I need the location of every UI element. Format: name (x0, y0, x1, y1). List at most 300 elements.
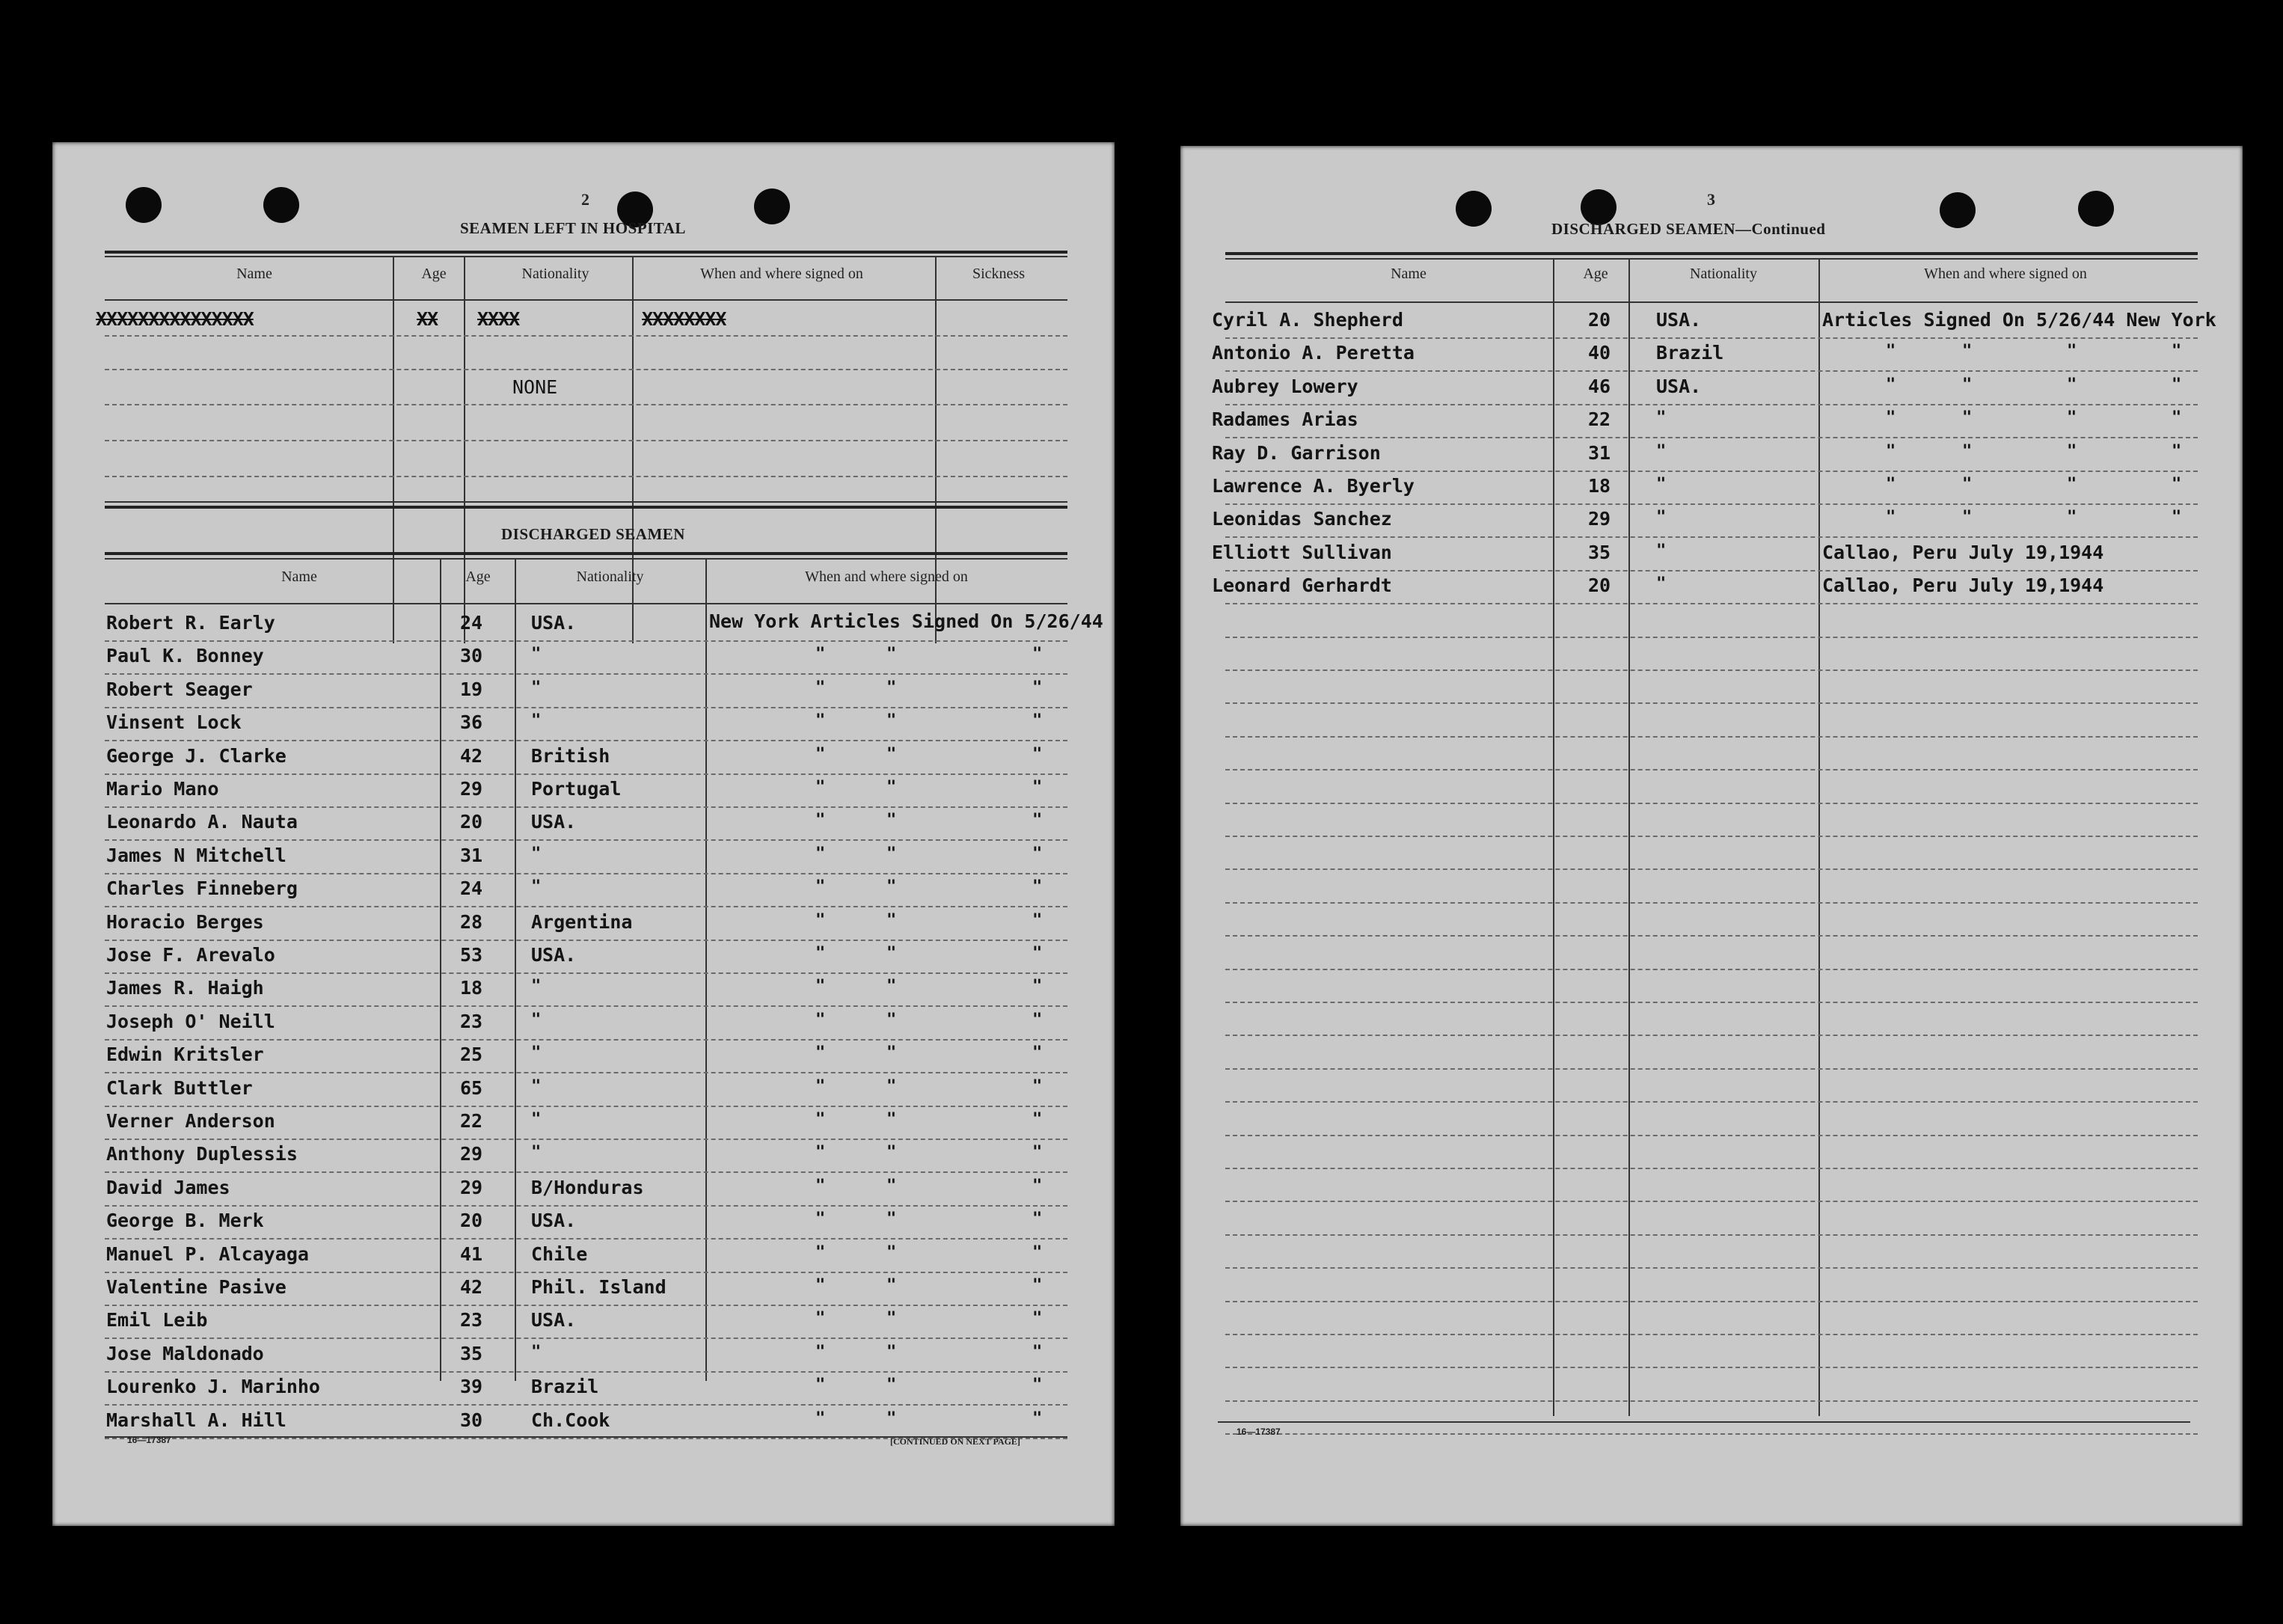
seaman-nationality: USA. (531, 944, 577, 966)
seaman-name: Edwin Kritsler (106, 1044, 264, 1066)
ditto-mark: " (2067, 375, 2077, 394)
ditto-mark: " (815, 1309, 826, 1329)
ditto-mark: " (1032, 1409, 1043, 1428)
ditto-mark: " (1032, 1276, 1043, 1295)
ditto-mark: " (2067, 408, 2077, 428)
ditto-mark: " (815, 1342, 826, 1361)
row-line (1225, 603, 2198, 604)
row-line (1225, 1168, 2198, 1169)
seaman-nationality: Ch.Cook (531, 1409, 610, 1431)
ditto-mark: " (886, 910, 897, 930)
redacted-name: XXXXXXXXXXXXXXX (96, 308, 254, 330)
seaman-age: 35 (1588, 541, 1611, 563)
row-line (105, 873, 1067, 874)
row-line (105, 440, 1067, 441)
seaman-name: George J. Clarke (106, 744, 286, 767)
ditto-mark: " (2172, 508, 2182, 527)
ditto-mark: " (2067, 508, 2077, 527)
ditto-mark: " (1032, 744, 1043, 764)
seaman-age: 23 (460, 1309, 483, 1332)
seaman-nationality: " (531, 1143, 542, 1162)
seaman-nationality: B/Honduras (531, 1176, 644, 1198)
section-title: DISCHARGED SEAMEN—Continued (1551, 220, 1826, 238)
rule (1225, 301, 2198, 303)
ditto-mark: " (815, 1276, 826, 1295)
rule (105, 256, 1067, 257)
seaman-age: 20 (460, 1210, 483, 1232)
punch-hole (1940, 192, 1976, 228)
seaman-name: Radames Arias (1212, 408, 1358, 431)
seaman-name: Emil Leib (106, 1309, 208, 1332)
column-header-name: Name (281, 569, 317, 585)
seaman-age: 42 (460, 744, 483, 767)
column-header-nationality: Nationality (1690, 266, 1757, 282)
ditto-mark: " (1032, 944, 1043, 963)
row-line (1225, 1068, 2198, 1070)
page-number: 3 (1707, 190, 1715, 209)
ditto-mark: " (886, 1176, 897, 1195)
ditto-mark: " (1032, 1044, 1043, 1063)
ditto-mark: " (1962, 441, 1973, 461)
seaman-age: 19 (460, 678, 483, 700)
ditto-mark: " (1032, 877, 1043, 897)
column-divider (1553, 258, 1554, 1416)
ditto-mark: " (1962, 408, 1973, 428)
ditto-mark: " (815, 1376, 826, 1395)
ditto-mark: " (815, 910, 826, 930)
seaman-age: 20 (1588, 309, 1611, 331)
punch-hole (263, 187, 299, 223)
discharged-section-title: DISCHARGED SEAMEN (501, 525, 685, 543)
ditto-mark: " (1032, 910, 1043, 930)
ditto-mark: " (1032, 1110, 1043, 1129)
ditto-mark: " (1962, 375, 1973, 394)
ditto-mark: " (886, 1276, 897, 1295)
seaman-age: 20 (460, 811, 483, 833)
ditto-mark: " (886, 811, 897, 830)
left-page (52, 142, 1115, 1526)
column-header-age: Age (465, 569, 491, 585)
ditto-mark: " (886, 1309, 897, 1329)
seaman-age: 28 (460, 910, 483, 933)
ditto-mark: " (1032, 1242, 1043, 1262)
ditto-mark: " (1032, 1010, 1043, 1029)
seaman-nationality: " (531, 877, 542, 897)
seaman-nationality: USA. (531, 1309, 577, 1332)
seaman-age: 22 (1588, 408, 1611, 431)
seaman-name: Leonardo A. Nauta (106, 811, 298, 833)
ditto-mark: " (1032, 1309, 1043, 1329)
seaman-age: 29 (460, 778, 483, 800)
seaman-nationality: " (531, 711, 542, 731)
row-line (105, 806, 1067, 808)
row-line (1225, 935, 2198, 937)
rule (105, 501, 1067, 503)
column-header-nationality: Nationality (576, 569, 644, 585)
row-line (105, 1139, 1067, 1140)
seaman-name: Elliott Sullivan (1212, 541, 1392, 563)
ditto-mark: " (886, 977, 897, 996)
rule (105, 558, 1067, 560)
row-line (1225, 902, 2198, 904)
row-line (1225, 1334, 2198, 1335)
row-line (105, 673, 1067, 675)
row-line (1225, 1267, 2198, 1269)
seaman-nationality: Portugal (531, 778, 622, 800)
ditto-mark: " (886, 645, 897, 664)
row-line (1225, 868, 2198, 870)
column-header-name: Name (1391, 266, 1427, 282)
row-line (1225, 437, 2198, 438)
row-line (1225, 1400, 2198, 1402)
column-header-when-signed: When and where signed on (805, 569, 968, 585)
punch-hole (2078, 191, 2114, 227)
row-line (1225, 1002, 2198, 1003)
seaman-age: 30 (460, 645, 483, 667)
row-line (1225, 803, 2198, 804)
row-line (1225, 1301, 2198, 1302)
row-line (105, 972, 1067, 974)
row-line (105, 940, 1067, 941)
seaman-name: Leonard Gerhardt (1212, 574, 1392, 597)
ditto-mark: " (2172, 441, 2182, 461)
seaman-nationality: " (531, 678, 542, 697)
seaman-signed-on: Callao, Peru July 19,1944 (1822, 574, 2104, 597)
ditto-mark: " (2172, 342, 2182, 361)
row-line (105, 1337, 1067, 1339)
seaman-name: James R. Haigh (106, 977, 264, 999)
ditto-mark: " (1032, 711, 1043, 731)
ditto-mark: " (886, 944, 897, 963)
row-line (1225, 1135, 2198, 1136)
seaman-name: Charles Finneberg (106, 877, 298, 900)
ditto-mark: " (1962, 342, 1973, 361)
rule (105, 251, 1067, 254)
seaman-age: 31 (1588, 441, 1611, 464)
seaman-name: Manuel P. Alcayaga (106, 1242, 309, 1265)
ditto-mark: " (815, 1242, 826, 1262)
seaman-nationality: " (531, 1044, 542, 1063)
seaman-age: 20 (1588, 574, 1611, 597)
ditto-mark: " (815, 711, 826, 731)
ditto-mark: " (1886, 342, 1896, 361)
row-line (105, 640, 1067, 642)
ditto-mark: " (886, 1010, 897, 1029)
ditto-mark: " (815, 1176, 826, 1195)
rule (1218, 1421, 2190, 1423)
ditto-mark: " (886, 1342, 897, 1361)
seaman-name: Jose F. Arevalo (106, 944, 275, 966)
ditto-mark: " (815, 977, 826, 996)
ditto-mark: " (1032, 1076, 1043, 1096)
ditto-mark: " (815, 778, 826, 797)
column-header-age: Age (1583, 266, 1608, 282)
row-line (105, 1371, 1067, 1373)
redacted-nationality: XXXX (477, 308, 520, 330)
seaman-age: 65 (460, 1076, 483, 1099)
seaman-age: 35 (460, 1342, 483, 1364)
rule (1225, 252, 2198, 255)
row-line (105, 1272, 1067, 1273)
seaman-name: Robert R. Early (106, 612, 275, 634)
ditto-mark: " (1962, 508, 1973, 527)
seaman-signed-on: Articles Signed On 5/26/44 New York (1822, 309, 2216, 331)
punch-hole (126, 187, 162, 223)
seaman-nationality: Phil. Island (531, 1276, 666, 1298)
seaman-nationality: " (531, 1110, 542, 1129)
row-line (105, 1305, 1067, 1306)
seaman-name: Antonio A. Peretta (1212, 342, 1415, 364)
rule (105, 552, 1067, 555)
row-line (1225, 503, 2198, 505)
row-line (105, 476, 1067, 477)
row-line (105, 707, 1067, 708)
seaman-name: Aubrey Lowery (1212, 375, 1358, 397)
seaman-age: 24 (460, 612, 483, 634)
seaman-nationality: " (1656, 441, 1667, 461)
ditto-mark: " (2172, 375, 2182, 394)
ditto-mark: " (1032, 811, 1043, 830)
row-line (105, 1106, 1067, 1107)
row-line (1225, 1101, 2198, 1103)
ditto-mark: " (2067, 441, 2077, 461)
ditto-mark: " (815, 645, 826, 664)
row-line (1225, 769, 2198, 770)
seaman-nationality: " (531, 977, 542, 996)
seaman-age: 30 (460, 1409, 483, 1431)
ditto-mark: " (886, 678, 897, 697)
rule (105, 506, 1067, 509)
seaman-nationality: British (531, 744, 610, 767)
seaman-age: 18 (460, 977, 483, 999)
row-line (1225, 1201, 2198, 1202)
ditto-mark: " (886, 744, 897, 764)
row-line (1225, 1367, 2198, 1368)
seaman-nationality: USA. (531, 1210, 577, 1232)
seaman-signed-on: New York Articles Signed On 5/26/44 (709, 610, 1103, 632)
row-line (105, 740, 1067, 741)
seaman-age: 22 (460, 1110, 483, 1132)
column-divider (440, 558, 441, 1381)
ditto-mark: " (1032, 778, 1043, 797)
row-line (105, 369, 1067, 370)
ditto-mark: " (2172, 408, 2182, 428)
row-line (105, 1205, 1067, 1207)
rule (105, 603, 1067, 604)
seaman-nationality: " (531, 1342, 542, 1361)
seaman-age: 39 (460, 1376, 483, 1398)
row-line (105, 1039, 1067, 1041)
seaman-nationality: " (1656, 574, 1667, 594)
row-line (105, 906, 1067, 907)
seaman-name: Leonidas Sanchez (1212, 508, 1392, 530)
seaman-nationality: " (1656, 408, 1667, 428)
seaman-nationality: Brazil (531, 1376, 599, 1398)
seaman-name: Robert Seager (106, 678, 253, 700)
seaman-nationality: " (1656, 541, 1667, 560)
ditto-mark: " (1886, 475, 1896, 494)
rule (1225, 258, 2198, 260)
seaman-name: Anthony Duplessis (106, 1143, 298, 1165)
seaman-nationality: " (1656, 475, 1667, 494)
column-header-when-signed: When and where signed on (1924, 266, 2087, 282)
ditto-mark: " (815, 1076, 826, 1096)
ditto-mark: " (1032, 1342, 1043, 1361)
ditto-mark: " (886, 1409, 897, 1428)
ditto-mark: " (1886, 508, 1896, 527)
ditto-mark: " (815, 1210, 826, 1229)
seaman-nationality: " (531, 645, 542, 664)
ditto-mark: " (886, 1242, 897, 1262)
redacted-age: XX (417, 308, 438, 330)
seaman-name: Lawrence A. Byerly (1212, 475, 1415, 497)
ditto-mark: " (1032, 645, 1043, 664)
column-header-sickness: Sickness (972, 266, 1025, 282)
ditto-mark: " (886, 1110, 897, 1129)
ditto-mark: " (886, 1076, 897, 1096)
seaman-name: Clark Buttler (106, 1076, 253, 1099)
row-line (1225, 404, 2198, 405)
seaman-nationality: Chile (531, 1242, 588, 1265)
row-line (105, 1238, 1067, 1240)
ditto-mark: " (1032, 1143, 1043, 1162)
ditto-mark: " (1032, 1210, 1043, 1229)
seaman-age: 25 (460, 1044, 483, 1066)
ditto-mark: " (2067, 342, 2077, 361)
seaman-age: 53 (460, 944, 483, 966)
row-line (1225, 1234, 2198, 1236)
column-divider (1628, 258, 1630, 1416)
seaman-name: Ray D. Garrison (1212, 441, 1381, 464)
seaman-name: Valentine Pasive (106, 1276, 286, 1298)
ditto-mark: " (886, 778, 897, 797)
seaman-name: Jose Maldonado (106, 1342, 264, 1364)
seaman-age: 23 (460, 1010, 483, 1032)
row-line (1225, 570, 2198, 572)
ditto-mark: " (2172, 475, 2182, 494)
seaman-nationality: Argentina (531, 910, 633, 933)
form-number: 16—17387 (1237, 1427, 1281, 1437)
seaman-nationality: " (531, 1010, 542, 1029)
seaman-age: 42 (460, 1276, 483, 1298)
seaman-nationality: USA. (1656, 375, 1702, 397)
row-line (1225, 370, 2198, 372)
ditto-mark: " (1886, 408, 1896, 428)
continued-note: [CONTINUED ON NEXT PAGE] (890, 1436, 1020, 1447)
ditto-mark: " (815, 744, 826, 764)
ditto-mark: " (886, 1210, 897, 1229)
row-line (1225, 969, 2198, 970)
ditto-mark: " (815, 944, 826, 963)
ditto-mark: " (815, 1044, 826, 1063)
redacted-signed: XXXXXXXX (642, 308, 726, 330)
ditto-mark: " (815, 1409, 826, 1428)
ditto-mark: " (815, 844, 826, 863)
ditto-mark: " (886, 1044, 897, 1063)
row-line (105, 839, 1067, 841)
seaman-name: James N Mitchell (106, 844, 286, 866)
seaman-age: 46 (1588, 375, 1611, 397)
seaman-name: Cyril A. Shepherd (1212, 309, 1403, 331)
ditto-mark: " (1032, 844, 1043, 863)
ditto-mark: " (1032, 678, 1043, 697)
row-line (1225, 337, 2198, 339)
ditto-mark: " (886, 877, 897, 897)
ditto-mark: " (815, 1010, 826, 1029)
seaman-name: Horacio Berges (106, 910, 264, 933)
ditto-mark: " (2067, 475, 2077, 494)
seaman-age: 29 (1588, 508, 1611, 530)
row-line (105, 335, 1067, 337)
seaman-age: 40 (1588, 342, 1611, 364)
ditto-mark: " (1032, 1376, 1043, 1395)
row-line (1225, 736, 2198, 738)
seaman-nationality: " (531, 844, 542, 863)
seaman-age: 36 (460, 711, 483, 734)
seaman-nationality: USA. (1656, 309, 1702, 331)
ditto-mark: " (886, 1376, 897, 1395)
column-divider (1818, 258, 1820, 1416)
row-line (1225, 669, 2198, 671)
row-line (1225, 836, 2198, 837)
row-line (105, 773, 1067, 775)
seaman-age: 29 (460, 1143, 483, 1165)
row-line (105, 1005, 1067, 1007)
column-header-name: Name (236, 266, 272, 282)
seaman-nationality: USA. (531, 811, 577, 833)
ditto-mark: " (1962, 475, 1973, 494)
form-number: 16—17387 (127, 1435, 171, 1445)
rule (105, 299, 1067, 301)
column-divider (705, 558, 707, 1381)
seaman-name: Vinsent Lock (106, 711, 242, 734)
seaman-name: Mario Mano (106, 778, 219, 800)
seaman-name: David James (106, 1176, 230, 1198)
ditto-mark: " (1886, 375, 1896, 394)
seaman-name: Paul K. Bonney (106, 645, 264, 667)
seaman-age: 18 (1588, 475, 1611, 497)
ditto-mark: " (815, 1110, 826, 1129)
right-page (1180, 146, 2243, 1526)
seaman-nationality: Brazil (1656, 342, 1724, 364)
seaman-nationality: USA. (531, 612, 577, 634)
row-line (1225, 471, 2198, 472)
ditto-mark: " (815, 678, 826, 697)
seaman-name: Verner Anderson (106, 1110, 275, 1132)
column-header-when-signed: When and where signed on (700, 266, 863, 282)
row-line (1225, 1035, 2198, 1036)
ditto-mark: " (1032, 1176, 1043, 1195)
ditto-mark: " (886, 844, 897, 863)
seaman-age: 41 (460, 1242, 483, 1265)
column-header-nationality: Nationality (521, 266, 589, 282)
seaman-name: Marshall A. Hill (106, 1409, 286, 1431)
hospital-entry: NONE (512, 376, 558, 398)
seaman-name: Lourenko J. Marinho (106, 1376, 320, 1398)
hospital-section-title: SEAMEN LEFT IN HOSPITAL (460, 219, 686, 237)
row-line (105, 1171, 1067, 1173)
seaman-nationality: " (1656, 508, 1667, 527)
row-line (105, 1404, 1067, 1406)
row-line (1225, 637, 2198, 638)
row-line (105, 404, 1067, 405)
ditto-mark: " (1032, 977, 1043, 996)
seaman-age: 31 (460, 844, 483, 866)
seaman-age: 24 (460, 877, 483, 900)
seaman-name: Joseph O' Neill (106, 1010, 275, 1032)
seaman-name: George B. Merk (106, 1210, 264, 1232)
punch-hole (1456, 191, 1492, 227)
